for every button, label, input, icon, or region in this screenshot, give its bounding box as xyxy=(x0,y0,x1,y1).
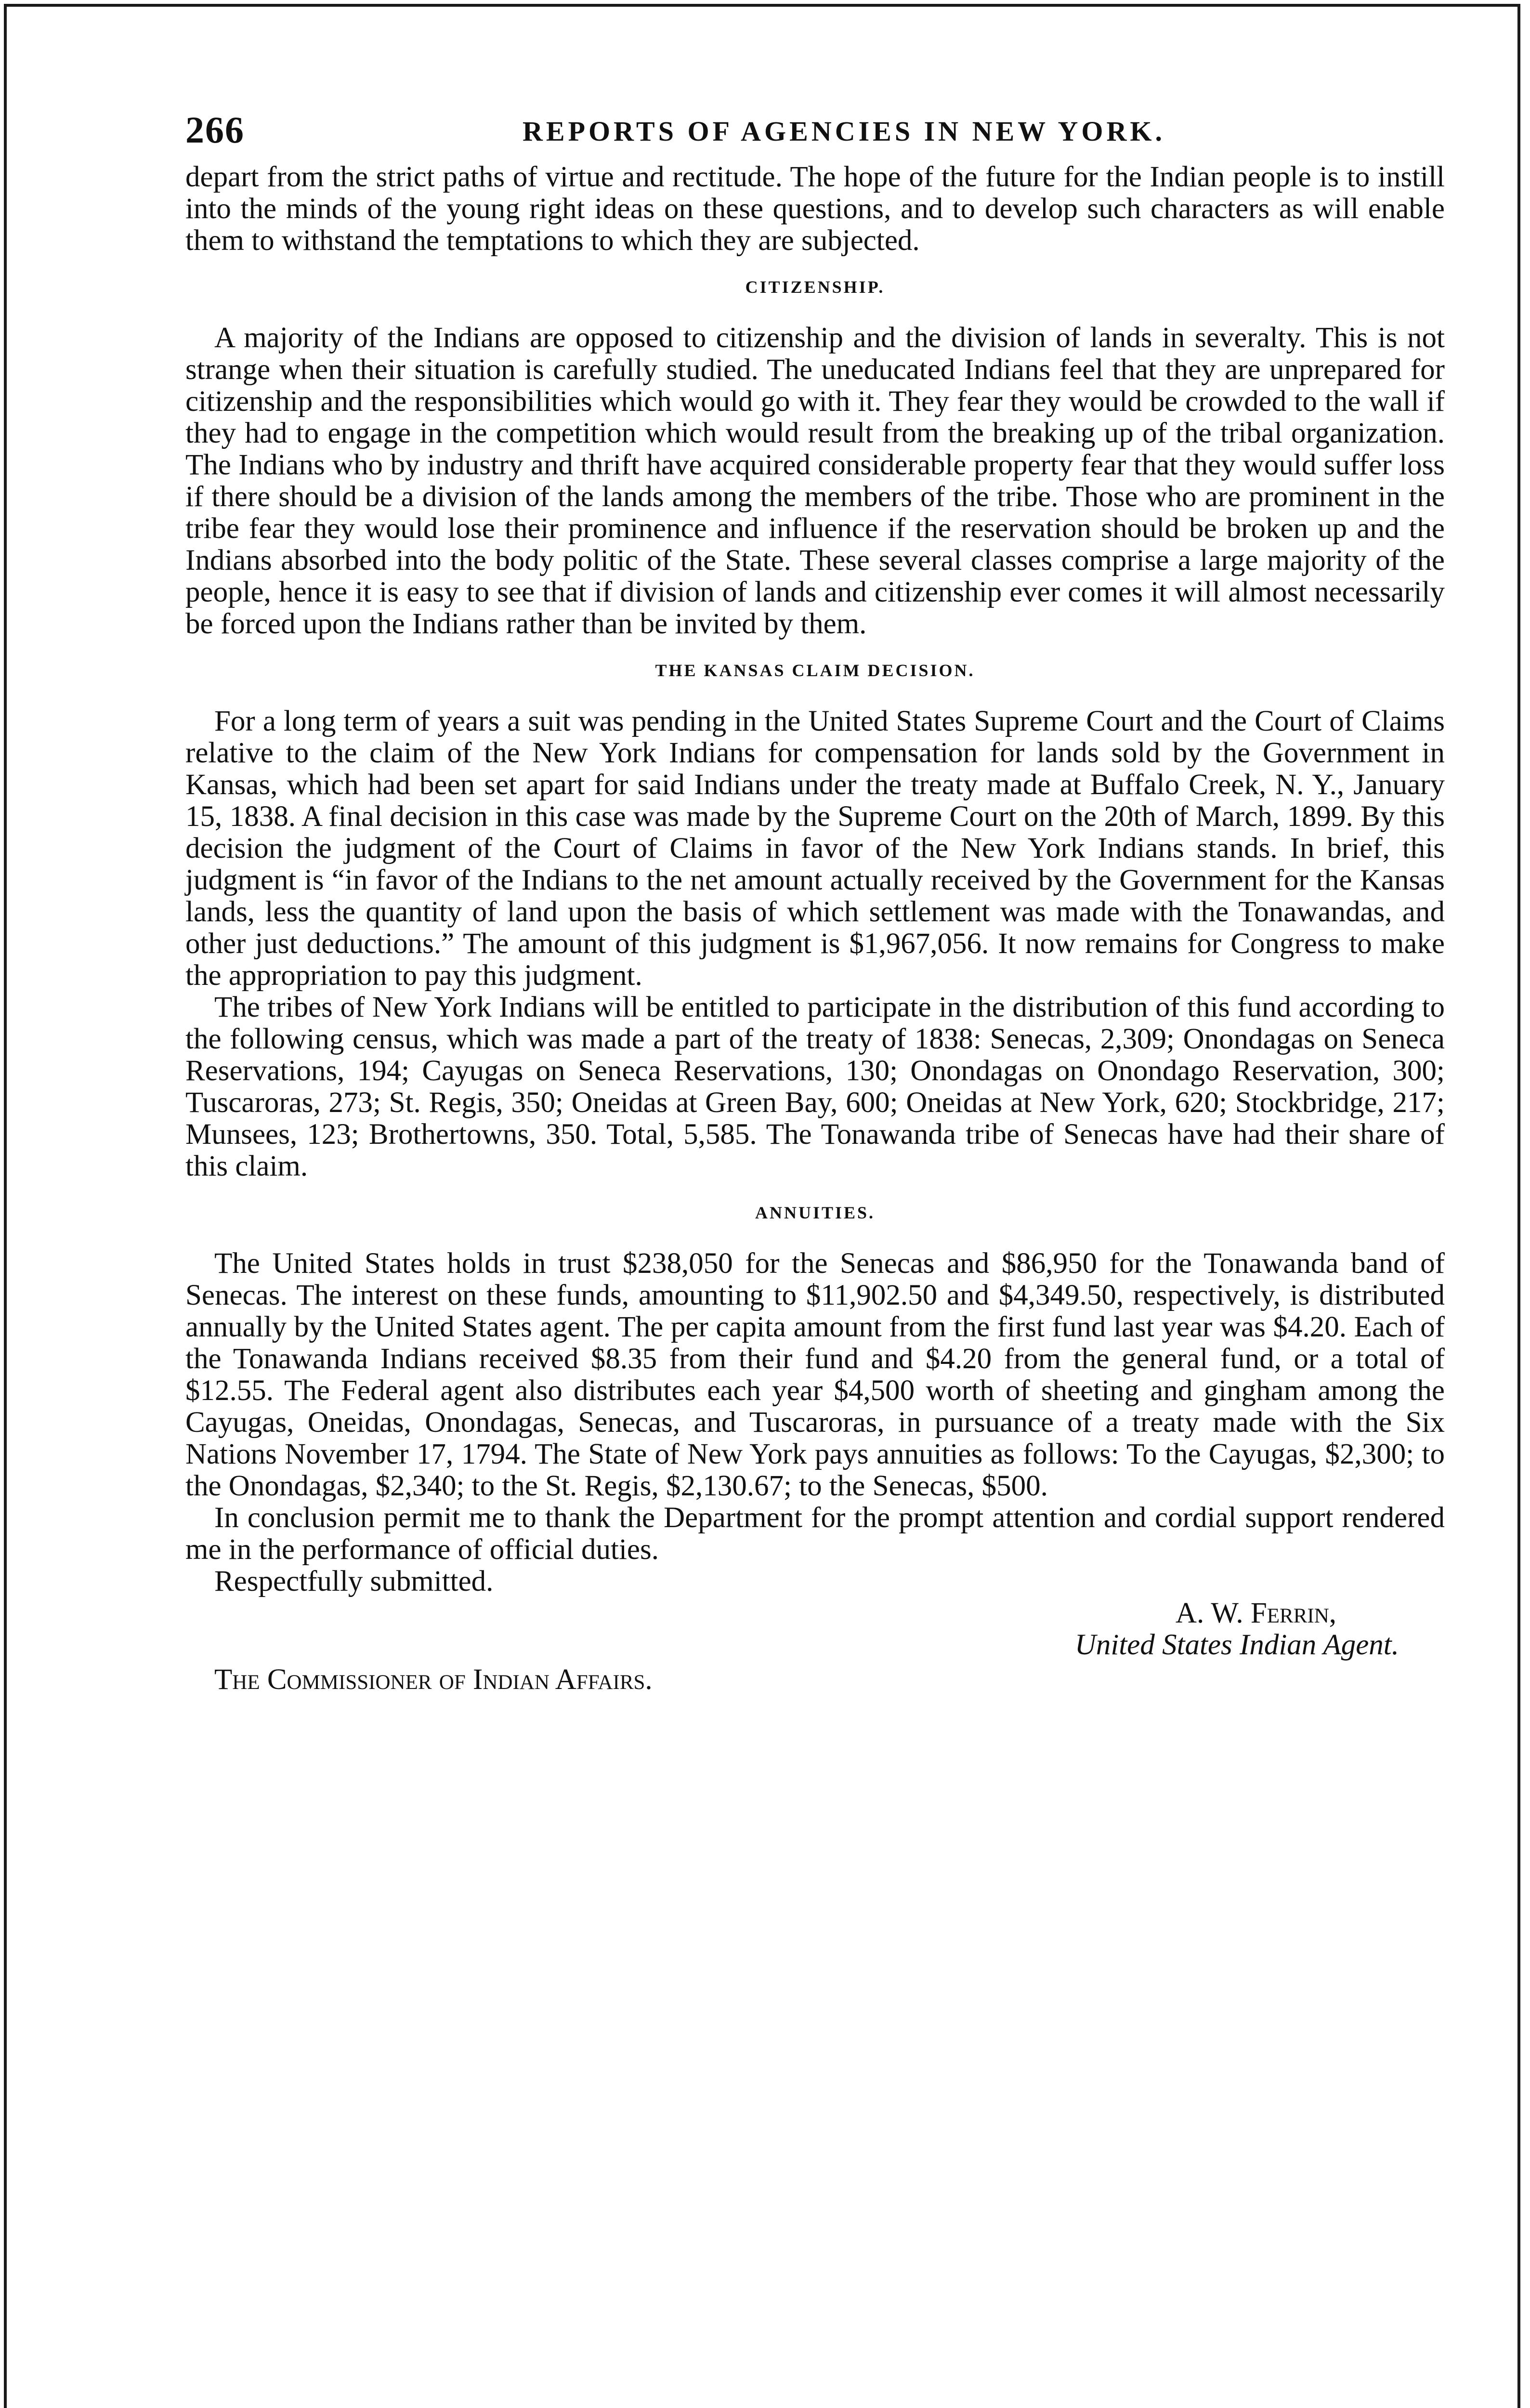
conclusion-paragraph: In conclusion permit me to thank the Department for the prompt attention and cordial support rendered me in the performance of official duties. xyxy=(185,1502,1445,1566)
intro-paragraph: depart from the strict paths of virtue and rectitude. The hope of the future for the Indian people is to instill into the minds of the young right ideas on these questions, and to develop such characters as will enable them to withstand the temptations to which they are subjected. xyxy=(185,161,1445,257)
signature-title: United States Indian Agent. xyxy=(1074,1629,1399,1661)
running-head xyxy=(185,108,1445,161)
section-heading-kansas-claim: THE KANSAS CLAIM DECISION. xyxy=(655,661,975,680)
kansas-claim-paragraph-1: For a long term of years a suit was pending in the United States Supreme Court and the Court of Claims relative to the claim of the New York Indians for compensation for lands sold by the Government in Kansas, which had been set apart for said Indians under the treaty made at Buffalo Creek, N. Y., January 15, 1838. A final decision in this case was made by the Supreme Court on the 20th of March, 1899. By this decision the judgment of the Court of Claims in favor of the New York Indians stands. In brief, this judgment is “in favor of the Indians to the net amount actually received by the Government for the Kansas lands, less the quantity of land upon the basis of which settlement was made with the Tonawandas, and other just deductions.” The amount of this judgment is $1,967,056. It now remains for Congress to make the appropriation to pay this judgment. xyxy=(185,705,1445,992)
page-number: 266 xyxy=(185,109,245,151)
annuities-paragraph: The United States holds in trust $238,050 for the Senecas and $86,950 for the Tonawanda band of Senecas. The interest on these funds, amounting to $11,902.50 and $4,349.50, respectively, is distributed annually by the United States agent. The per capita amount from the first fund last year was $4.20. Each of the Tonawanda Indians received $8.35 from their fund and $4.20 from the general fund, or a total of $12.55. The Federal agent also distributes each year $4,500 worth of sheeting and gingham among the Cayugas, Oneidas, Onondagas, Senecas, and Tuscaroras, in pursuance of a treaty made with the Six Nations November 17, 1794. The State of New York pays annuities as follows: To the Cayugas, $2,300; to the Onondagas, $2,340; to the St. Regis, $2,130.67; to the Senecas, $500. xyxy=(185,1247,1445,1502)
citizenship-paragraph: A majority of the Indians are opposed to citizenship and the division of lands in severalty. This is not strange when their situation is carefully studied. The uneducated Indians feel that they are unprepared for citizenship and the responsibilities which would go with it. They fear they would be crowded to the wall if they had to engage in the competition which would result from the breaking up of the tribal organization. The Indians who by industry and thrift have acquired considerable property fear that they would suffer loss if there should be a division of the lands among the members of the tribe. Those who are prominent in the tribe fear they would lose their prominence and influence if the reservation should be broken up and the Indians absorbed into the body politic of the State. These several classes comprise a large majority of the people, hence it is easy to see that if division of lands and citizenship ever comes it will almost necessarily be forced upon the Indians rather than be invited by them. xyxy=(185,322,1445,640)
section-heading-citizenship: CITIZENSHIP. xyxy=(745,277,885,297)
document-page xyxy=(185,108,1445,1696)
kansas-claim-paragraph-2: The tribes of New York Indians will be entitled to participate in the distribution of this fund according to the following census, which was made a part of the treaty of 1838: Senecas, 2,309; Onondagas on Seneca Reservations, 194; Cayugas on Seneca Reservations, 130; Onondagas on Onondago Reservation, 300; Tuscaroras, 273; St. Regis, 350; Oneidas at Green Bay, 600; Oneidas at New York, 620; Stockbridge, 217; Munsees, 123; Brothertowns, 350. Total, 5,585. The Tonawanda tribe of Senecas have had their share of this claim. xyxy=(185,991,1445,1182)
signature-name: A. W. Ferrin, xyxy=(1175,1597,1336,1629)
signature-block xyxy=(185,1597,1445,1661)
closing-line: Respectfully submitted. xyxy=(214,1565,494,1597)
running-title: REPORTS OF AGENCIES IN NEW YORK. xyxy=(523,116,1165,147)
section-heading-annuities: ANNUITIES. xyxy=(755,1203,876,1222)
addressee: The Commissioner of Indian Affairs. xyxy=(214,1663,653,1696)
